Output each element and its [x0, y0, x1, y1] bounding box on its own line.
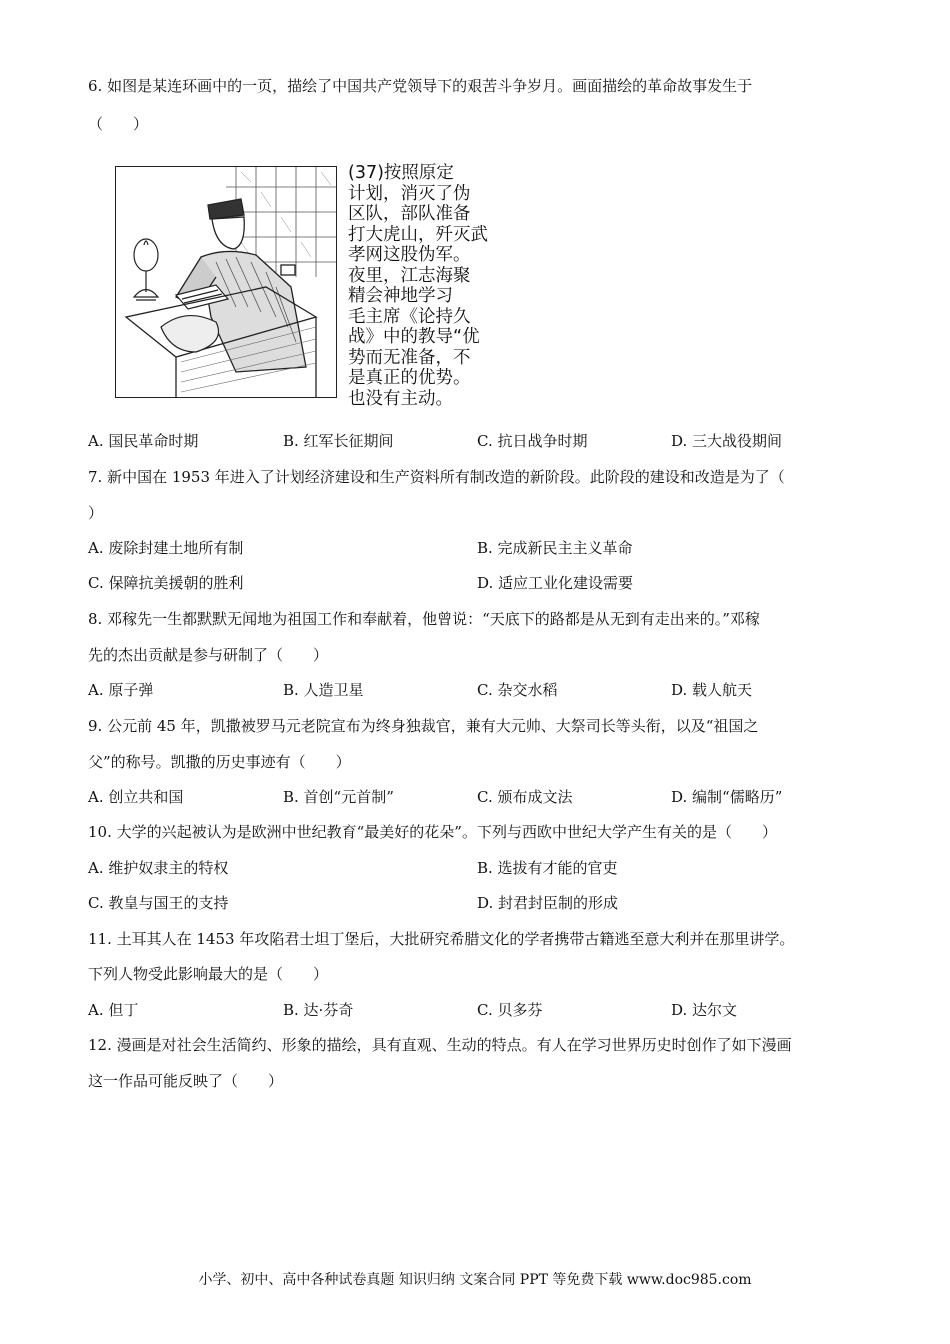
- caption-line: 毛主席《论持久: [348, 306, 471, 327]
- q11-option-c[interactable]: C. 贝多芬: [477, 1001, 543, 1019]
- q7-stem-line2: ）: [88, 504, 104, 522]
- q12-stem-line1: 12. 漫画是对社会生活简约、形象的描绘，具有直观、生动的特点。有人在学习世界历史时创作了如下漫画: [88, 1036, 792, 1054]
- q7-stem-line1: 7. 新中国在 1953 年进入了计划经济建设和生产资料所有制改造的新阶段。此阶段的建设和改造是为了（: [88, 468, 785, 486]
- q12-stem-line2: 这一作品可能反映了（ ）: [88, 1072, 284, 1090]
- caption-line: 打大虎山，歼灭武: [348, 224, 488, 245]
- q8-stem-line2: 先的杰出贡献是参与研制了（ ）: [88, 646, 329, 664]
- q7-option-c[interactable]: C. 保障抗美援朝的胜利: [88, 574, 244, 592]
- q11-option-b[interactable]: B. 达·芬奇: [283, 1001, 354, 1019]
- q8-option-a[interactable]: A. 原子弹: [88, 681, 154, 699]
- caption-line: 也没有主动。: [348, 388, 453, 409]
- q7-option-d[interactable]: D. 适应工业化建设需要: [477, 574, 634, 592]
- q9-option-d[interactable]: D. 编制“儒略历”: [671, 788, 783, 806]
- q6-option-a[interactable]: A. 国民革命时期: [88, 432, 199, 450]
- q10-option-a[interactable]: A. 维护奴隶主的特权: [88, 859, 229, 877]
- q11-option-d[interactable]: D. 达尔文: [671, 1001, 738, 1019]
- caption-line: 区队，部队准备: [348, 204, 471, 224]
- q9-stem-line1: 9. 公元前 45 年，凯撒被罗马元老院宣布为终身独裁官，兼有大元帅、大祭司长等头衔，以及“祖国之: [88, 717, 759, 735]
- q6-stem-line1: 6. 如图是某连环画中的一页，描绘了中国共产党领导下的艰苦斗争岁月。画面描绘的革命故事发生于: [88, 77, 753, 95]
- caption-line: 精会神地学习: [348, 286, 453, 306]
- soldier-reading-illustration: [116, 167, 337, 398]
- q8-option-b[interactable]: B. 人造卫星: [283, 681, 364, 699]
- caption-line: 势而无准备，不: [348, 347, 471, 368]
- q6-option-c[interactable]: C. 抗日战争时期: [477, 432, 588, 450]
- q9-option-b[interactable]: B. 首创“元首制”: [283, 788, 394, 806]
- q10-option-d[interactable]: D. 封君封臣制的形成: [477, 894, 619, 912]
- q10-option-b[interactable]: B. 选拔有才能的官吏: [477, 859, 618, 877]
- caption-line: 计划，消灭了伪: [348, 183, 471, 204]
- caption-line: (37)按照原定: [348, 163, 454, 183]
- caption-line: 孝网这股伪军。: [348, 245, 471, 265]
- q6-stem-line2: （ ）: [88, 115, 149, 133]
- q11-option-a[interactable]: A. 但丁: [88, 1001, 139, 1019]
- q11-stem-line1: 11. 土耳其人在 1453 年攻陷君士坦丁堡后，大批研究希腊文化的学者携带古籍逃至意大利并在那里讲学。: [88, 930, 795, 948]
- comic-caption: [348, 163, 488, 409]
- q7-option-a[interactable]: A. 废除封建土地所有制: [88, 539, 244, 557]
- caption-line: 夜里，江志海聚: [348, 265, 471, 286]
- q6-option-d[interactable]: D. 三大战役期间: [671, 432, 783, 450]
- q10-stem-line1: 10. 大学的兴起被认为是欧洲中世纪教育“最美好的花朵”。下列与西欧中世纪大学产生有关的是（ ）: [88, 823, 777, 841]
- page-footer: 小学、初中、高中各种试卷真题 知识归纳 文案合同 PPT 等免费下载 www.doc985.com: [198, 1272, 752, 1288]
- comic-figure: [115, 163, 525, 409]
- q9-option-c[interactable]: C. 颁布成文法: [477, 788, 573, 806]
- caption-line: 战》中的教导“优: [348, 327, 480, 347]
- q9-option-a[interactable]: A. 创立共和国: [88, 788, 184, 806]
- q8-stem-line1: 8. 邓稼先一生都默默无闻地为祖国工作和奉献着，他曾说：“天底下的路都是从无到有走出来的。”邓稼: [88, 610, 760, 628]
- q7-option-b[interactable]: B. 完成新民主主义革命: [477, 539, 633, 557]
- q8-option-d[interactable]: D. 载人航天: [671, 681, 753, 699]
- q8-option-c[interactable]: C. 杂交水稻: [477, 681, 558, 699]
- comic-illustration: [115, 166, 337, 398]
- caption-line: 是真正的优势。: [348, 368, 471, 388]
- q10-option-c[interactable]: C. 教皇与国王的支持: [88, 894, 229, 912]
- q6-option-b[interactable]: B. 红军长征期间: [283, 432, 394, 450]
- q9-stem-line2: 父”的称号。凯撒的历史事迹有（ ）: [88, 753, 351, 771]
- q11-stem-line2: 下列人物受此影响最大的是（ ）: [88, 965, 329, 983]
